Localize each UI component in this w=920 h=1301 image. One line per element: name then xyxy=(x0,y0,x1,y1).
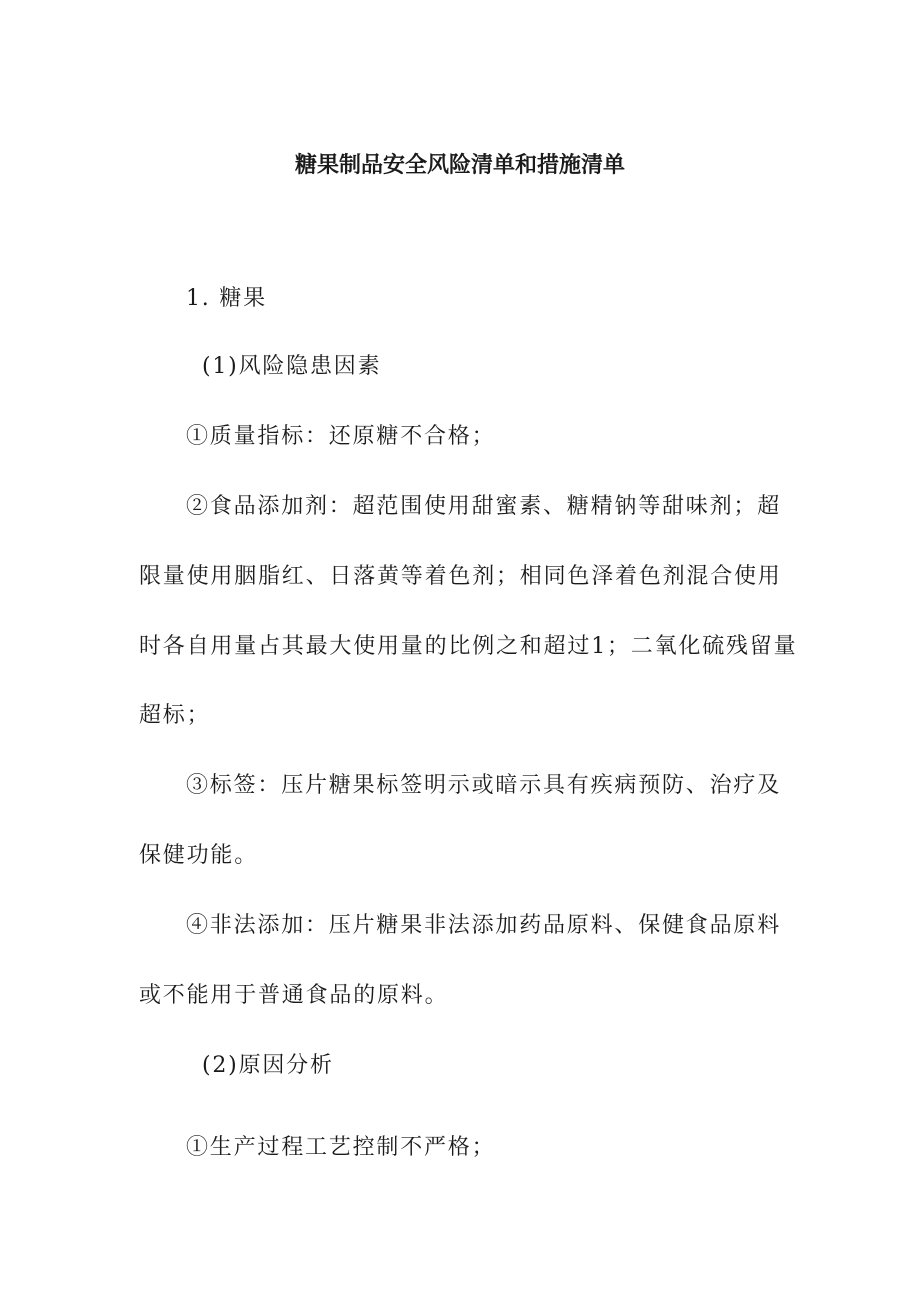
paragraph-line: ②食品添加剂：超范围使用甜蜜素、糖精钠等甜味剂；超 xyxy=(186,494,782,519)
paragraph-line: ①质量指标：还原糖不合格； xyxy=(186,424,496,449)
section-heading: 1. 糖果 xyxy=(186,286,267,311)
paragraph-line: 限量使用胭脂红、日落黄等着色剂；相同色泽着色剂混合使用 xyxy=(139,564,782,589)
paragraph-line: ④非法添加：压片糖果非法添加药品原料、保健食品原料 xyxy=(186,913,782,938)
paragraph-line: 时各自用量占其最大使用量的比例之和超过1；二氧化硫残留量 xyxy=(139,634,798,659)
paragraph-line: ①生产过程工艺控制不严格； xyxy=(186,1135,496,1160)
subsection-heading: (2)原因分析 xyxy=(202,1053,334,1078)
subsection-heading: (1)风险隐患因素 xyxy=(202,354,382,379)
document-title: 糖果制品安全风险清单和措施清单 xyxy=(294,153,625,178)
paragraph-line: 保健功能。 xyxy=(139,843,259,868)
paragraph-line: 或不能用于普通食品的原料。 xyxy=(139,983,449,1008)
paragraph-line: ③标签：压片糖果标签明示或暗示具有疾病预防、治疗及 xyxy=(186,773,782,798)
paragraph-line: 超标； xyxy=(139,703,211,728)
